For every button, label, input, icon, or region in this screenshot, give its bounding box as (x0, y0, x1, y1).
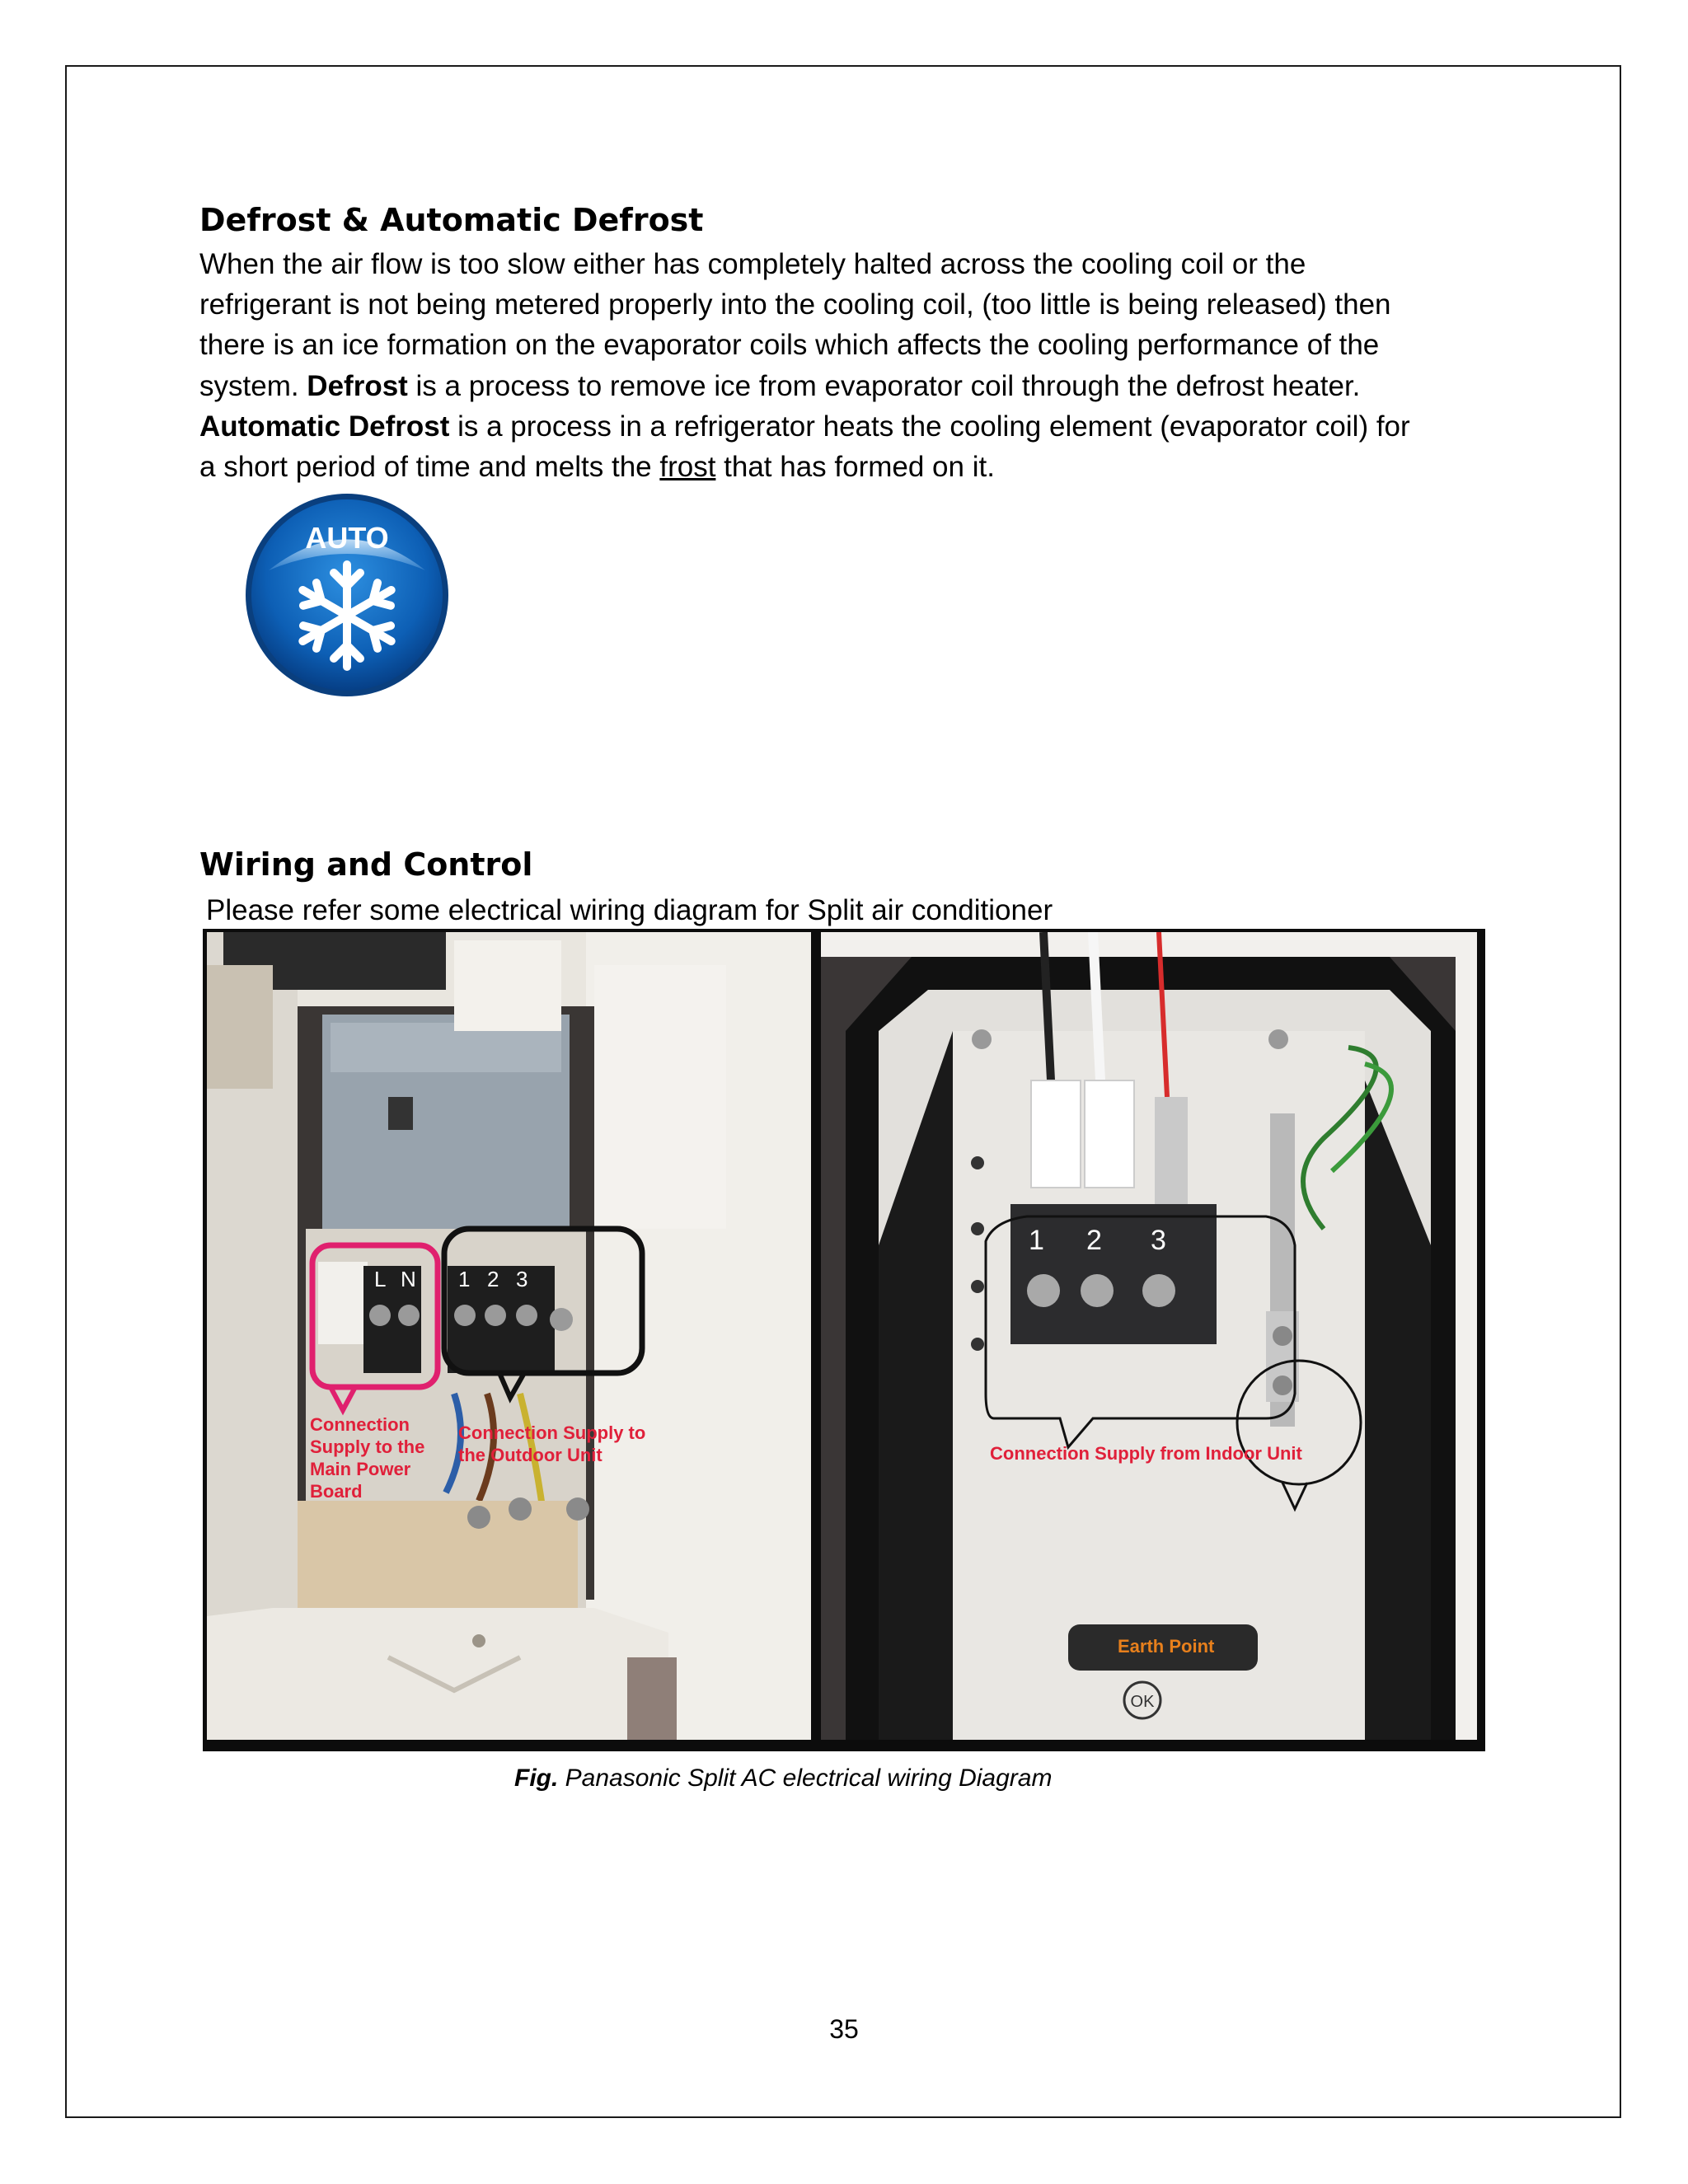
para-line: When the air flow is too slow either has completely halted across the cooling coil or the (199, 248, 1306, 280)
annotation-outdoor-unit: the Outdoor Unit (458, 1445, 603, 1465)
terminal-label: 3 (1151, 1225, 1166, 1256)
para-line (199, 406, 1502, 447)
annotation-main-power: Board (310, 1481, 363, 1502)
text: a short period of time and melts the (199, 451, 660, 484)
annotation-earth-point: Earth Point (1118, 1636, 1215, 1657)
terminal-label: N (401, 1267, 416, 1291)
outdoor-terminal-photo (821, 932, 1477, 1740)
caption-text: Panasonic Split AC electrical wiring Diagram (558, 1765, 1053, 1792)
para-line (199, 447, 1502, 487)
caption-prefix: Fig. (514, 1765, 559, 1792)
para-line (199, 366, 1502, 406)
terminal-label: L (374, 1267, 387, 1291)
annotation-main-power: Supply to the (310, 1436, 425, 1457)
defrost-paragraph (199, 244, 1502, 487)
annotation-outdoor-unit: Connection Supply to (458, 1422, 646, 1443)
terminal-label: 3 (516, 1267, 528, 1291)
term-automatic-defrost: Automatic Defrost (199, 410, 450, 443)
section-heading-wiring: Wiring and Control (199, 846, 533, 883)
terminal-label: 1 (458, 1267, 471, 1291)
text: system. (199, 369, 307, 402)
term-defrost: Defrost (307, 369, 408, 402)
auto-defrost-snowflake-icon (244, 492, 450, 698)
wiring-intro-text: Please refer some electrical wiring diagram for Split air conditioner (206, 894, 1053, 926)
text: is a process to remove ice from evaporator coil through the defrost heater. (407, 369, 1361, 402)
indoor-terminal-photo (207, 932, 811, 1740)
text: that has formed on it. (715, 451, 995, 484)
annotation-indoor-supply: Connection Supply from Indoor Unit (990, 1443, 1302, 1464)
ok-mark: OK (1130, 1693, 1155, 1711)
frost-link[interactable]: frost (659, 451, 716, 484)
page-number: 35 (829, 2014, 859, 2044)
para-line: refrigerant is not being metered properly into the cooling coil, (too little is being released) then (199, 288, 1391, 321)
para-line: there is an ice formation on the evaporator coils which affects the cooling performance of the (199, 329, 1380, 362)
auto-label: AUTO (305, 521, 389, 555)
wiring-photos-figure (203, 929, 1485, 1751)
terminal-label: 2 (487, 1267, 499, 1291)
terminal-label: 2 (1086, 1225, 1102, 1256)
annotation-main-power: Connection (310, 1414, 410, 1435)
section-heading-defrost: Defrost & Automatic Defrost (199, 202, 704, 238)
terminal-label: 1 (1029, 1225, 1044, 1256)
annotation-main-power: Main Power (310, 1459, 411, 1479)
text: is a process in a refrigerator heats the cooling element (evaporator coil) for (449, 410, 1410, 443)
